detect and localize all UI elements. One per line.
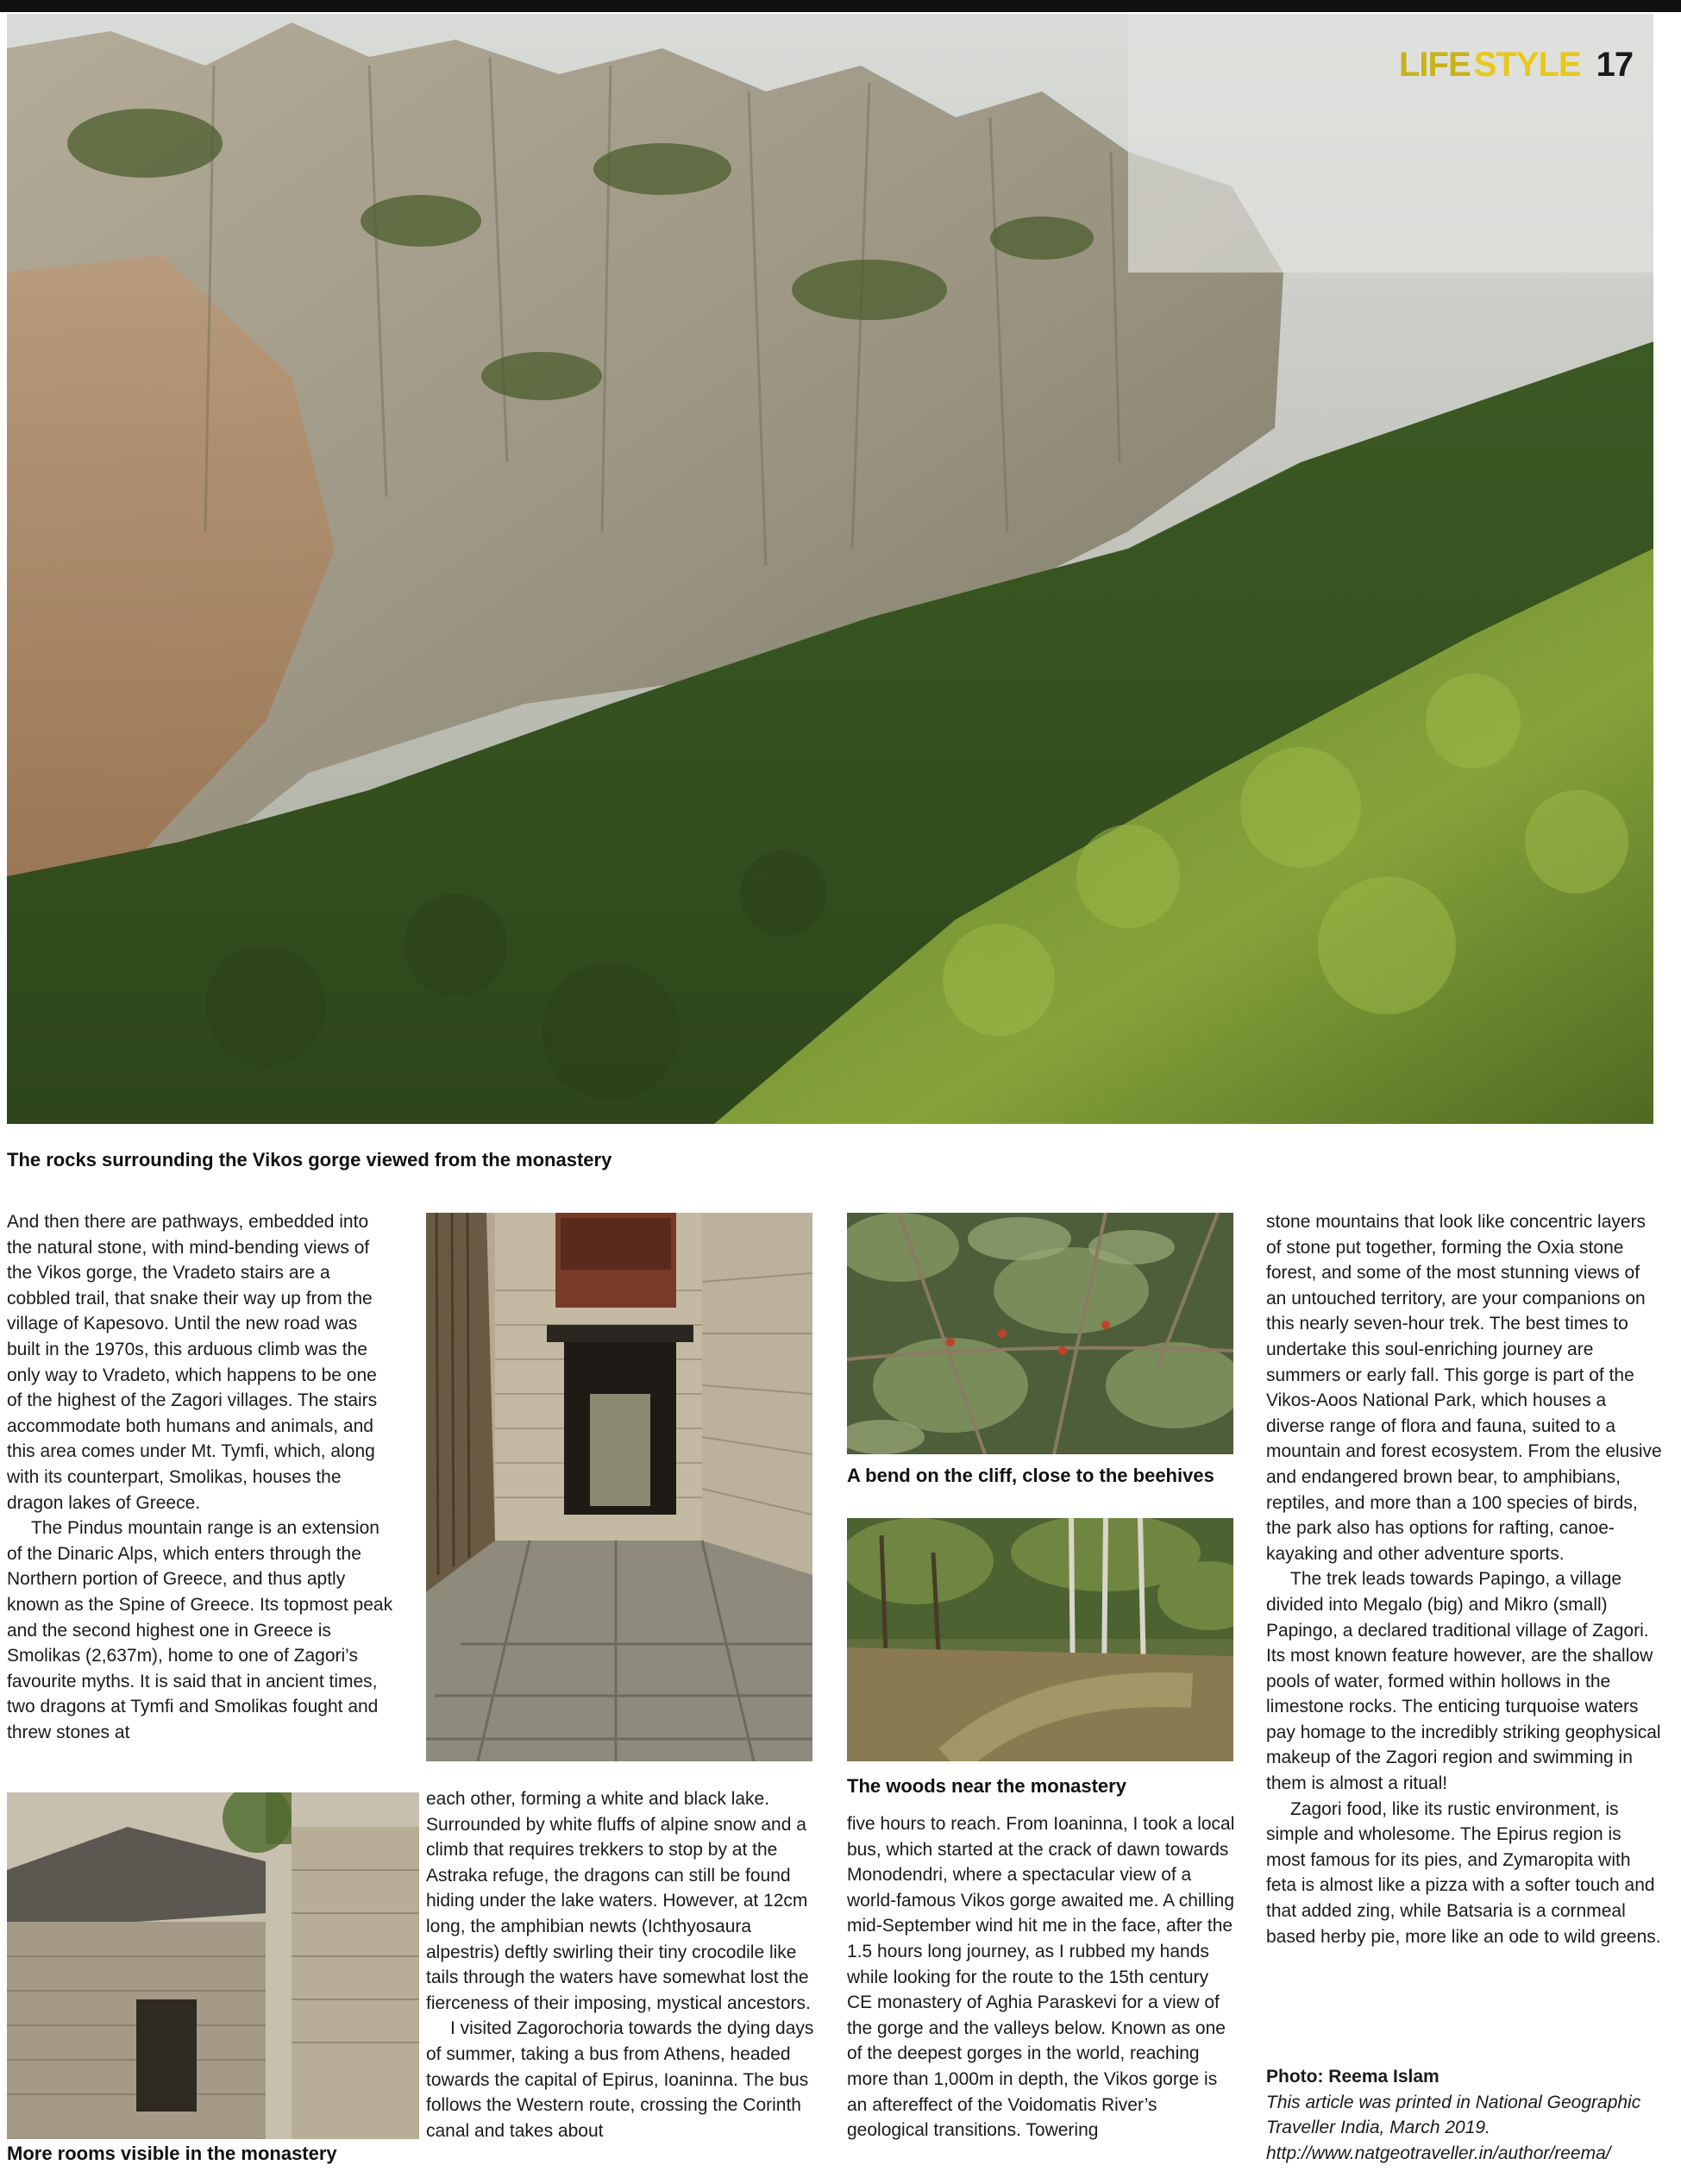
article-column-3 [847,1811,1235,2143]
photo-credit: Photo: Reema Islam [1266,2067,1440,2087]
print-note: This article was printed in National Geographic Traveller India, March 2019. [1266,2092,1641,2138]
section-label-life: LIFE [1399,46,1471,84]
source-url: http://www.natgeotraveller.in/author/reema/ [1266,2143,1611,2163]
photo-credit-block [1266,2064,1663,2166]
article-paragraph: each other, forming a white and black lake. Surrounded by white fluffs of alpine snow and a climb that requires trekkers to stop by at the Astraka refuge, the dragons can still be found hiding under the lake waters. However, at 12cm long, the amphibian newts (Ichthyosaura alpestris) deftly swirling their tiny crocodile like tails through the waters have somewhat lost the fierceness of their imposing, mystical ancestors. [426,1789,811,2013]
hero-photo-vikos-gorge [7,14,1653,1124]
article-column-2 [426,1786,814,2143]
photo-monastery-rooms [7,1792,419,2139]
photo-woods [847,1518,1233,1761]
section-masthead [1399,43,1633,85]
article-paragraph: The trek leads towards Papingo, a village divided into Megalo (big) and Mikro (small) Papingo, a declared traditional village of Zagori. Its most known feature however, are the shallow pools of water, formed within hollows in the limestone rocks. The enticing turquoise waters pay homage to the incredibly striking geophysical makeup of the Zagori region and swimming in them is almost a ritual! [1266,1569,1661,1794]
article-paragraph: five hours to reach. From Ioaninna, I took a local bus, which started at the crack of dawn towards Monodendri, where a spectacular view of a world-famous Vikos gorge awaited me. A chilling mid-September wind hit me in the face, after the 1.5 hours long journey, as I rubbed my hands while looking for the route to the 15th century CE monastery of Aghia Paraskevi for a view of the gorge and the valleys below. Known as one of the deepest gorges in the world, reaching more than 1,000m in depth, the Vikos gorge is an aftereffect of the Voidomatis River’s geological transitions. Towering [847,1814,1235,2141]
hero-caption: The rocks surrounding the Vikos gorge viewed from the monastery [7,1149,612,1170]
photo-cliff-bend [847,1213,1233,1454]
bend-caption: A bend on the cliff, close to the beehives [847,1465,1214,1486]
article-paragraph: I visited Zagorochoria towards the dying days of summer, taking a bus from Athens, headed towards the capital of Epirus, Ioaninna. The bus follows the Western route, crossing the Corinth canal and takes about [426,2018,814,2141]
photo-monastery-corridor-art [426,1213,812,1761]
article-paragraph: The Pindus mountain range is an extension of the Dinaric Alps, which enters through the Northern portion of Greece, and thus aptly known as the Spine of Greece. Its topmost peak and the second highest one in Greece is Smolikas (2,637m), home to one of Zagori’s favourite myths. It is said that in ancient times, two dragons at Tymfi and Smolikas fought and threw stones at [7,1518,393,1742]
photo-woods-art [847,1518,1233,1761]
article-paragraph: And then there are pathways, embedded into the natural stone, with mind-bending views of the Vikos gorge, the Vradeto stairs are a cobbled trail, that snake their way up from the village of Kapesovo. Until the new road was built in the 1970s, this arduous climb was the only way to Vradeto, which happens to be one of the highest of the Zagori villages. The stairs accommodate both humans and animals, and this area comes under Mt. Tymfi, which, along with its counterpart, Smolikas, houses the dragon lakes of Greece. [7,1212,378,1513]
article-paragraph: stone mountains that look like concentric layers of stone put together, forming the Oxia stone forest, and some of the most stunning views of an untouched territory, are your companions on this nearly seven-hour trek. The best times to undertake this soul-enriching journey are summers or early fall. This gorge is part of the Vikos-Aoos National Park, which houses a diverse range of flora and fauna, suited to a mountain and forest ecosystem. From the elusive and endangered brown bear, to amphibians, reptiles, and more than a 100 species of birds, the park also has options for rafting, canoe-kayaking and other adventure sports. [1266,1212,1662,1564]
photo-monastery-corridor [426,1213,812,1761]
article-paragraph: Zagori food, like its rustic environment, is simple and wholesome. The Epirus region is most famous for its pies, and Zymaropita with feta is almost like a pizza with a softer touch and that added zing, while Batsaria is a cornmeal based herby pie, more like an ode to wild greens. [1266,1798,1661,1947]
rooms-caption: More rooms visible in the monastery [7,2143,337,2164]
article-column-1 [7,1209,395,1745]
top-rule [0,0,1681,12]
woods-caption: The woods near the monastery [847,1775,1126,1797]
photo-monastery-rooms-art [7,1792,419,2139]
section-label-style: STYLE [1473,46,1581,84]
hero-photo-art [7,14,1653,1124]
article-column-4 [1266,1209,1663,1949]
photo-cliff-bend-art [847,1213,1233,1454]
page-number: 17 [1596,46,1634,84]
